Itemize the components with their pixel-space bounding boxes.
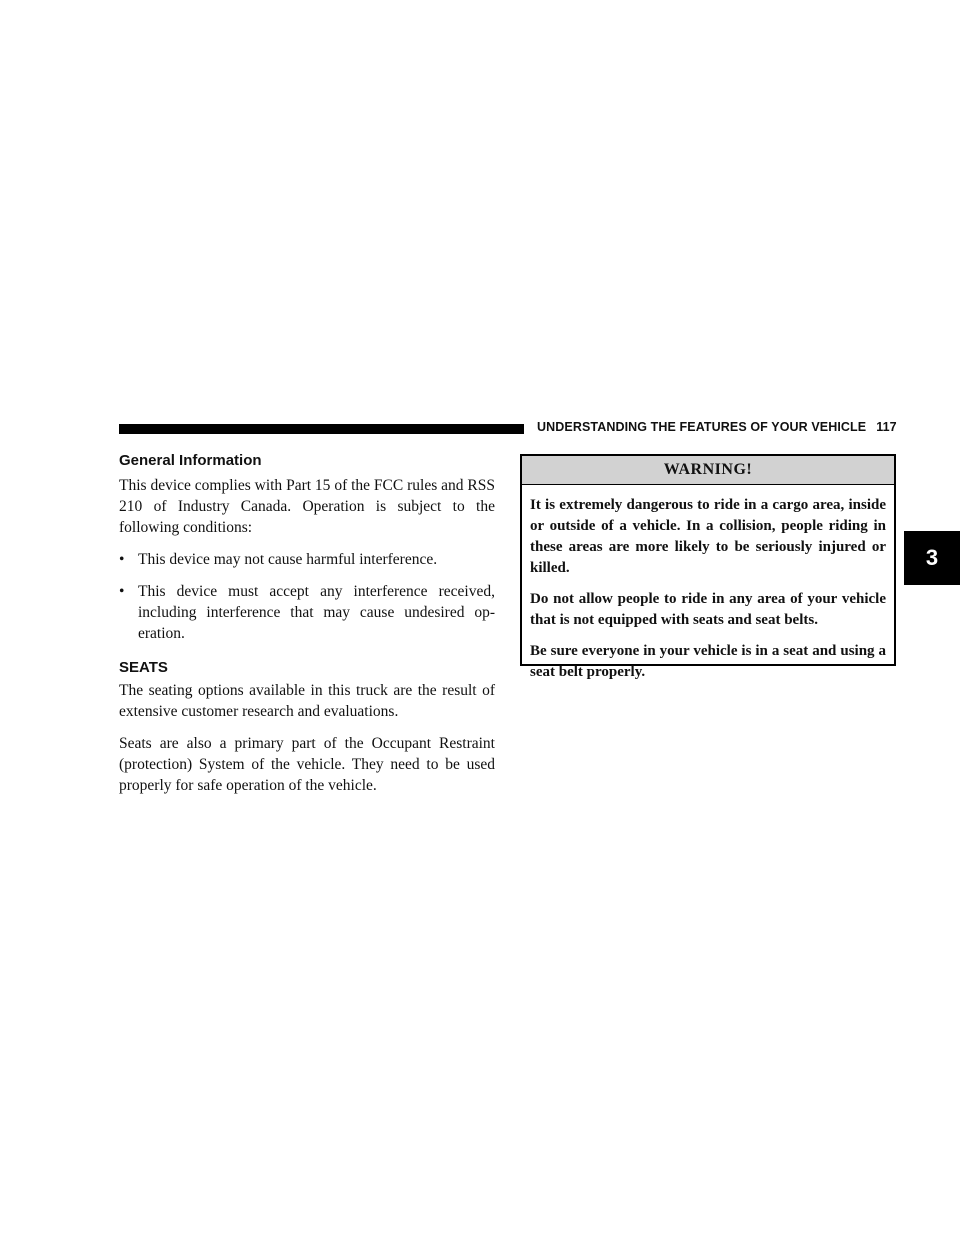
warning-paragraph: Be sure everyone in your vehicle is in a seat and using a seat belt properly.	[530, 643, 886, 680]
seats-paragraph: The seating options available in this truck are the result of extensive customer research and evaluations.	[119, 682, 495, 720]
warning-box	[520, 454, 896, 680]
warning-body	[522, 485, 894, 683]
fcc-paragraph: This device complies with Part 15 of the FCC rules and RSS 210 of Industry Canada. Operation is subject to the following conditions:	[119, 477, 495, 536]
list-item	[119, 581, 495, 644]
seats-paragraph: Seats are also a primary part of the Occupant Restraint (protection) System of the vehicle. They need to be used properly for safe operation of the vehicle.	[119, 735, 495, 794]
left-column	[119, 451, 495, 796]
warning-title: WARNING!	[522, 456, 894, 485]
bullet-icon: •	[119, 551, 125, 568]
warning-paragraph: Do not allow people to ride in any area of your vehicle that is not equipped with seats and seat belts.	[530, 591, 886, 628]
general-information-heading: General Information	[119, 452, 262, 469]
section-title: UNDERSTANDING THE FEATURES OF YOUR VEHICLE	[537, 420, 867, 434]
seats-heading: SEATS	[119, 659, 168, 676]
list-item-text: This device must accept any interference received, including interference that may cause undesired op-eration.	[138, 583, 495, 642]
bullet-icon: •	[119, 583, 125, 600]
warning-paragraph: It is extremely dangerous to ride in a cargo area, inside or outside of a vehicle. In a collision, people riding in these areas are more likely to be seriously injured or killed.	[530, 497, 886, 576]
list-item	[119, 549, 495, 570]
chapter-tab: 3	[904, 531, 960, 585]
page-number: 117	[876, 420, 897, 434]
running-header	[537, 420, 897, 434]
conditions-list	[119, 549, 495, 644]
header-rule	[119, 424, 524, 434]
list-item-text: This device may not cause harmful interference.	[138, 551, 438, 568]
